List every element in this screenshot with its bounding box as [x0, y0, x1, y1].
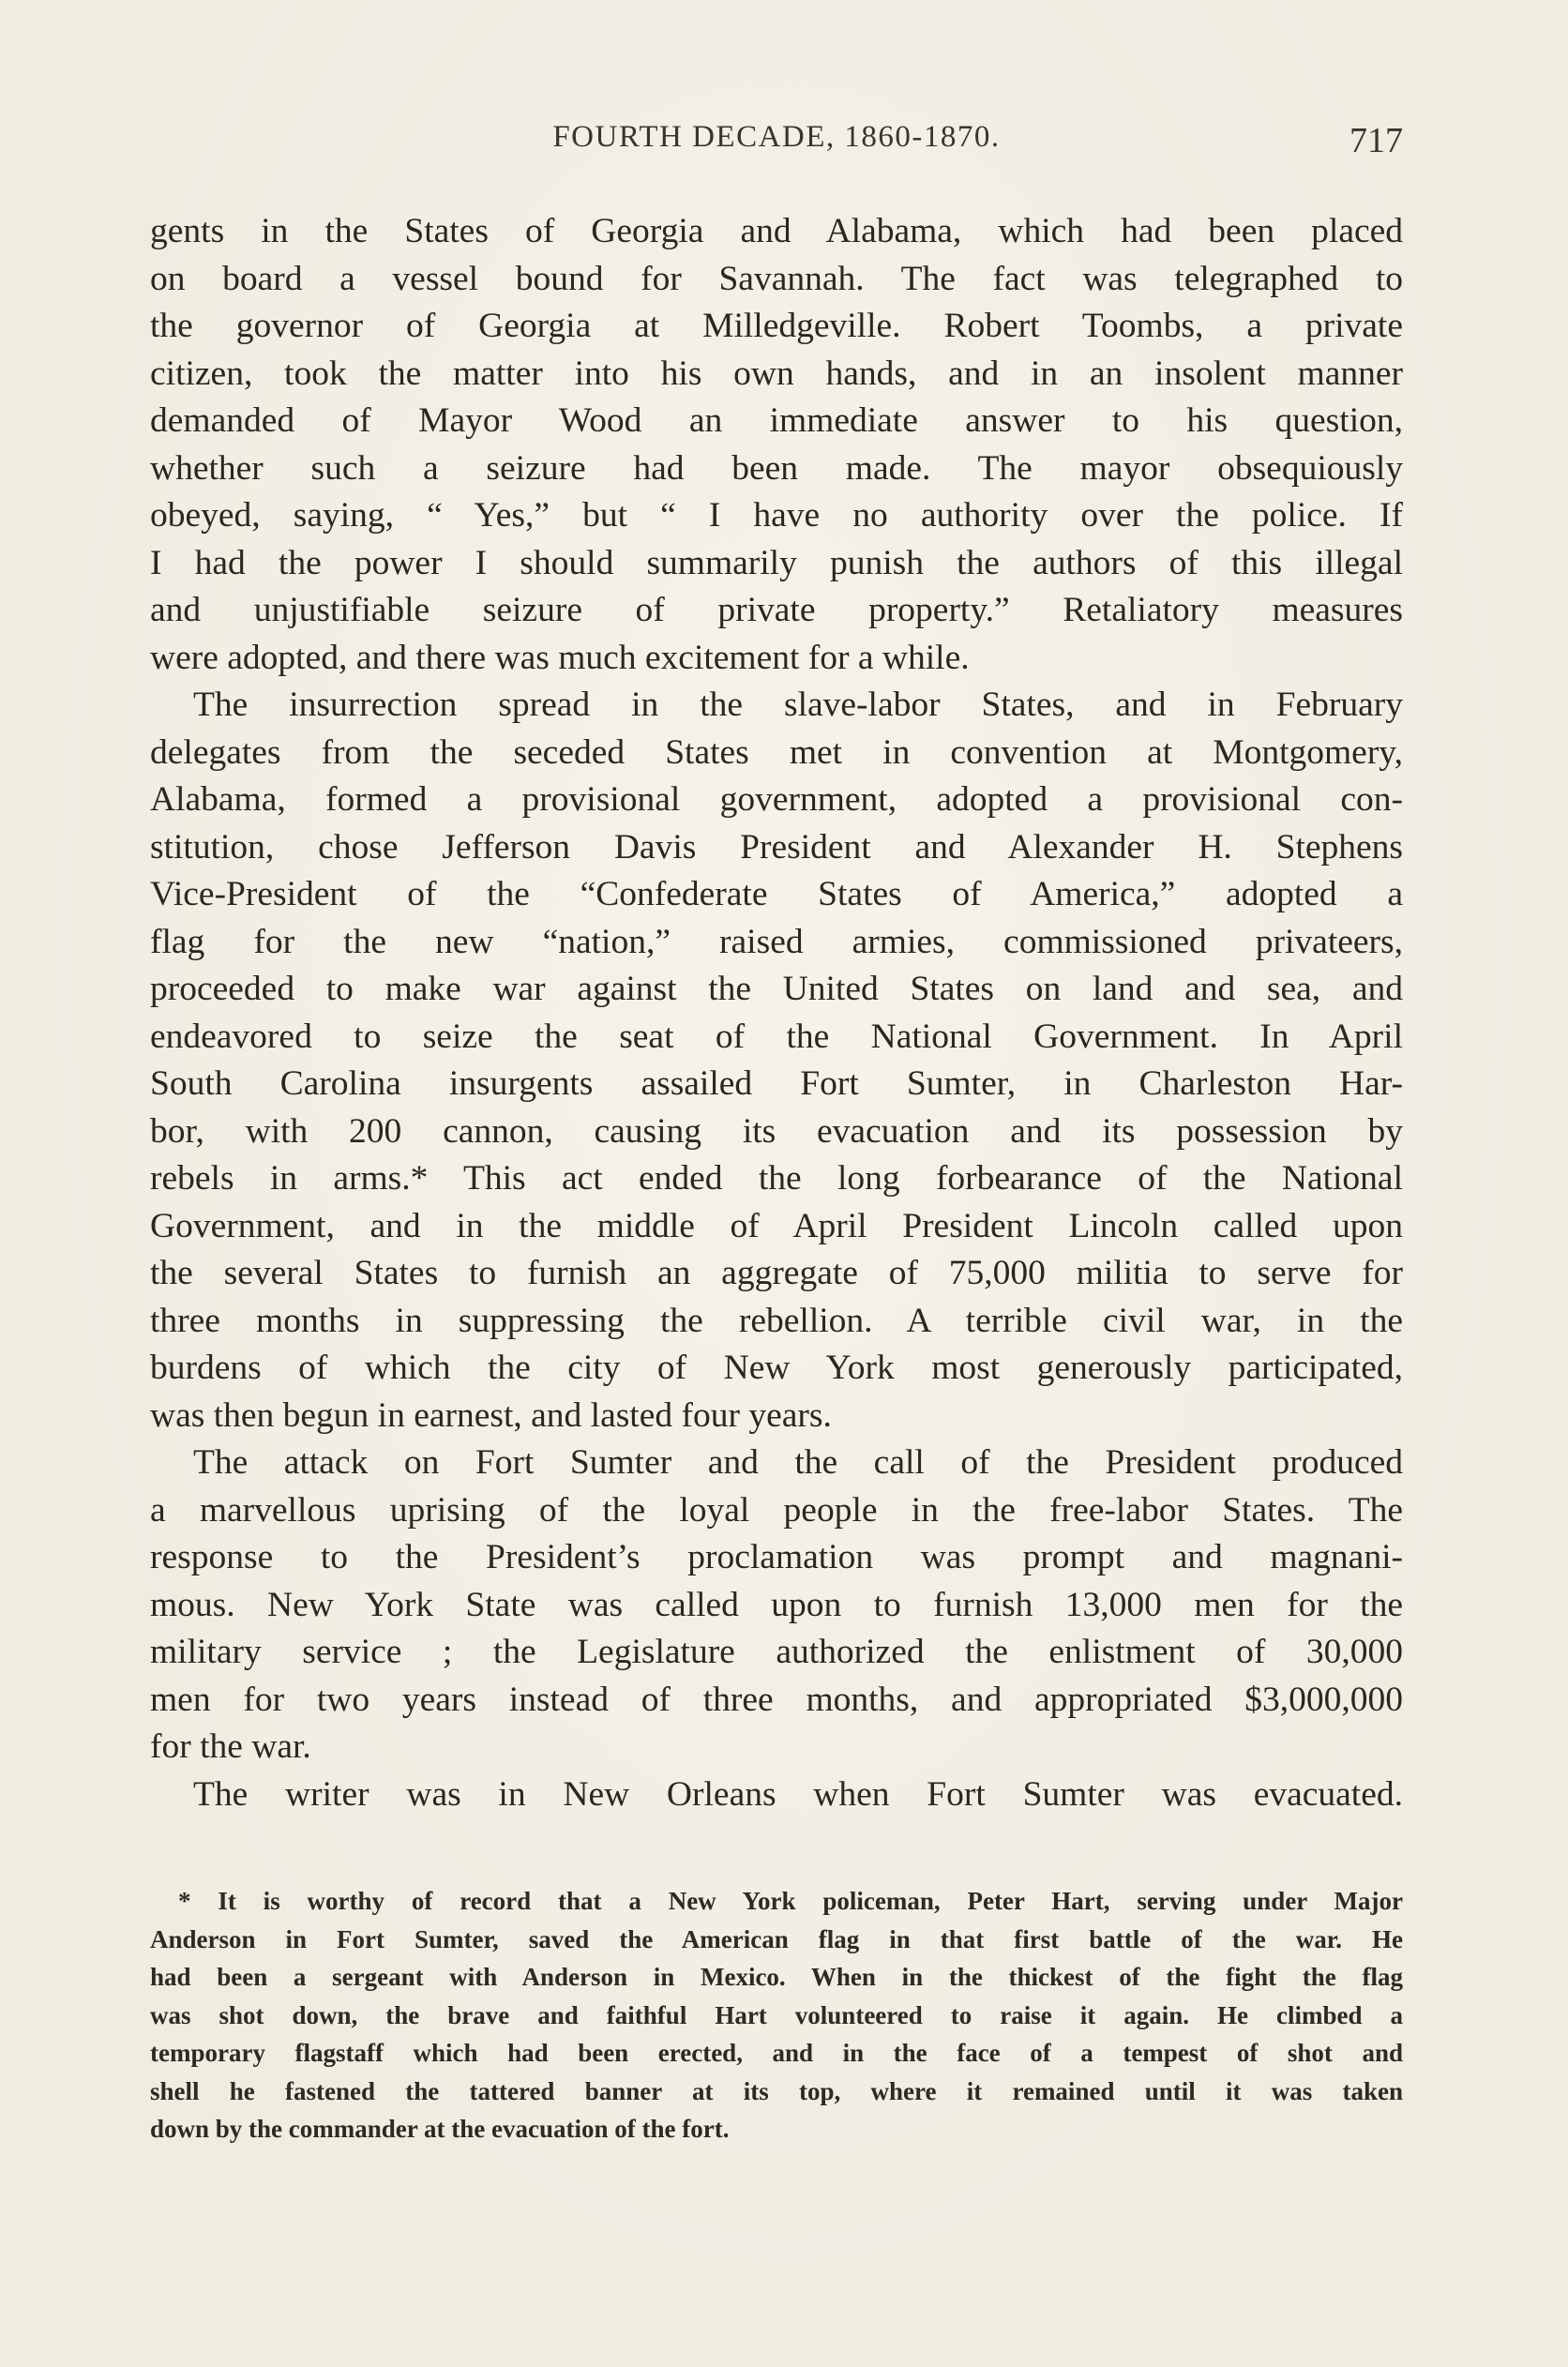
text-line: endeavored to seize the seat of the National Government. In April: [150, 1017, 1403, 1056]
body-text: [150, 208, 1403, 1818]
paragraph-start-line: The attack on Fort Sumter and the call of the President produced: [193, 1443, 1403, 1482]
text-line: whether such a seizure had been made. The mayor obsequiously: [150, 448, 1403, 488]
text-line: rebels in arms.* This act ended the long forbearance of the National: [150, 1159, 1403, 1198]
text-line: Government, and in the middle of April President Lincoln called upon: [150, 1206, 1403, 1245]
text-line: obeyed, saying, “ Yes,” but “ I have no authority over the police. If: [150, 496, 1403, 535]
text-line: Vice-President of the “Confederate States of America,” adopted a: [150, 875, 1403, 913]
text-line: gents in the States of Georgia and Alabama, which had been placed: [150, 212, 1403, 250]
paragraph-start-line: The insurrection spread in the slave-labor States, and in February: [193, 686, 1403, 724]
footnote-line: * It is worthy of record that a New York policeman, Peter Hart, serving under Major: [178, 1887, 1403, 1915]
text-line: the several States to furnish an aggregate of 75,000 militia to serve for: [150, 1254, 1403, 1292]
text-line: burdens of which the city of New York most generously participated,: [150, 1349, 1403, 1387]
footnote-line: Anderson in Fort Sumter, saved the American flag in that first battle of the war. He: [150, 1924, 1403, 1953]
text-line: citizen, took the matter into his own hands, and in an insolent manner: [150, 354, 1403, 393]
text-line: South Carolina insurgents assailed Fort Sumter, in Charleston Har-: [150, 1064, 1403, 1103]
text-line: demanded of Mayor Wood an immediate answer to his question,: [150, 401, 1403, 440]
text-line: the governor of Georgia at Milledgeville. Robert Toombs, a private: [150, 307, 1403, 345]
text-line: was then begun in earnest, and lasted four years.: [150, 1395, 832, 1435]
page-number: 717: [1349, 121, 1403, 160]
text-line: on board a vessel bound for Savannah. The fact was telegraphed to: [150, 259, 1403, 298]
text-line: a marvellous uprising of the loyal people in the free-labor States. The: [150, 1490, 1403, 1530]
text-line: were adopted, and there was much excitement for a while.: [150, 638, 970, 677]
footnote-line: was shot down, the brave and faithful Hart volunteered to raise it again. He climbed a: [150, 2000, 1403, 2029]
text-line: proceeded to make war against the United States on land and sea, and: [150, 970, 1403, 1008]
text-line: bor, with 200 cannon, causing its evacuation and its possession by: [150, 1111, 1403, 1151]
running-head: [150, 120, 1403, 167]
text-line: and unjustifiable seizure of private property.” Retaliatory measures: [150, 591, 1403, 629]
footnote-line: had been a sergeant with Anderson in Mexico. When in the thickest of the fight the flag: [150, 1963, 1403, 1991]
footnote-line: temporary flagstaff which had been erected, and in the face of a tempest of shot and: [150, 2039, 1403, 2067]
footnote: [150, 1882, 1403, 2148]
text-line: stitution, chose Jefferson Davis President and Alexander H. Stephens: [150, 827, 1403, 867]
text-line: delegates from the seceded States met in convention at Montgomery,: [150, 732, 1403, 772]
running-title: FOURTH DECADE, 1860-1870.: [552, 120, 1001, 154]
paragraph-start-line: The writer was in New Orleans when Fort Sumter was evacuated.: [193, 1774, 1403, 1814]
text-line: I had the power I should summarily punish the authors of this illegal: [150, 543, 1403, 582]
footnote-line: shell he fastened the tattered banner at its top, where it remained until it was taken: [150, 2076, 1403, 2105]
text-line: Alabama, formed a provisional government, adopted a provisional con-: [150, 780, 1403, 819]
footnote-line: down by the commander at the evacuation of the fort.: [150, 2115, 730, 2143]
text-line: mous. New York State was called upon to furnish 13,000 men for the: [150, 1585, 1403, 1624]
text-line: men for two years instead of three months, and appropriated $3,000,000: [150, 1680, 1403, 1719]
text-line: flag for the new “nation,” raised armies, commissioned privateers,: [150, 922, 1403, 961]
text-line: three months in suppressing the rebellion. A terrible civil war, in the: [150, 1301, 1403, 1340]
text-line: response to the President’s proclamation was prompt and magnani-: [150, 1538, 1403, 1576]
text-line: for the war.: [150, 1727, 311, 1766]
text-line: military service ; the Legislature authorized the enlistment of 30,000: [150, 1633, 1403, 1671]
